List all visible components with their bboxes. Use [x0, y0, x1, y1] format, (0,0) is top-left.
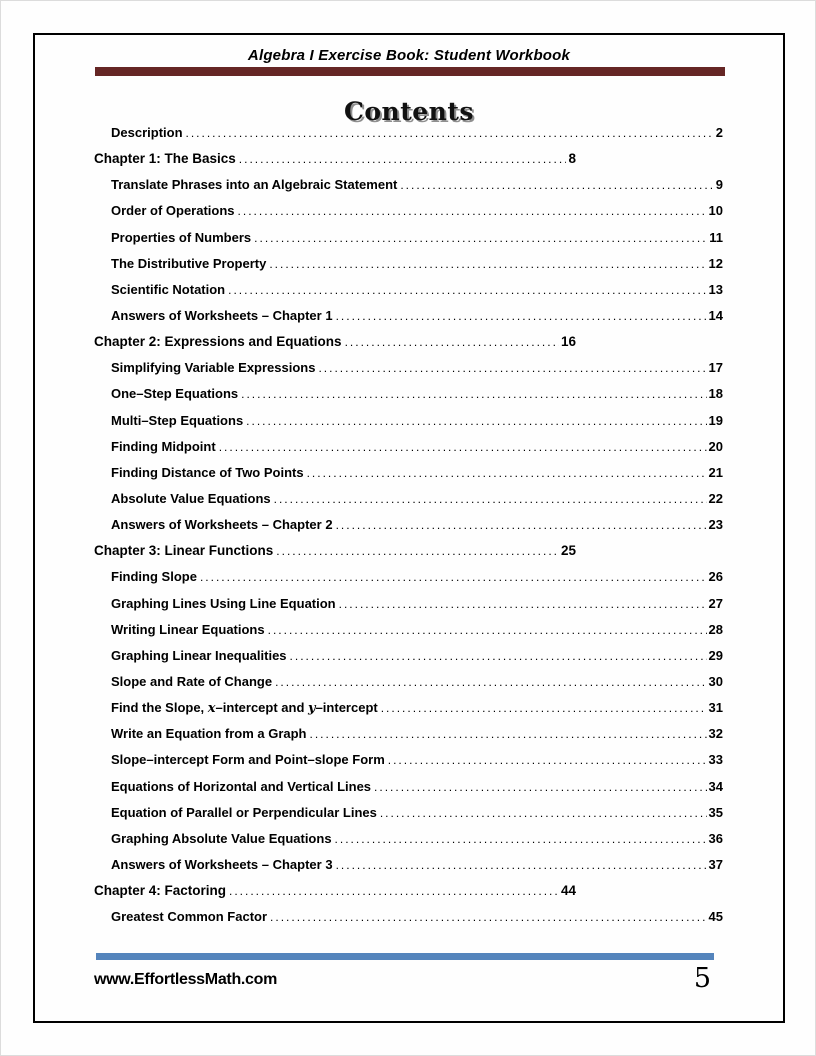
toc-entry[interactable] [94, 752, 723, 778]
toc-entry-label: Answers of Worksheets – Chapter 2 [111, 517, 333, 533]
dot-leader [270, 910, 706, 924]
toc-entry[interactable] [94, 439, 723, 465]
dot-leader [336, 309, 707, 323]
contents-heading: Contents [343, 97, 474, 126]
dot-leader [241, 387, 706, 401]
toc-entry[interactable] [94, 805, 723, 831]
toc-entry-label: Finding Midpoint [111, 438, 216, 454]
dot-leader [238, 204, 707, 218]
toc-entry-label: Finding Slope [111, 569, 197, 585]
toc-entry-page: 10 [708, 203, 723, 219]
toc-entry-page: 18 [708, 386, 723, 402]
dot-leader [374, 780, 706, 794]
toc-entry[interactable] [94, 465, 723, 491]
toc-entry-page: 11 [709, 229, 723, 245]
toc-entry-page: 8 [568, 151, 576, 167]
dot-leader [400, 178, 713, 192]
toc-entry-label: Chapter 4: Factoring [94, 883, 227, 899]
dot-leader [269, 257, 706, 271]
toc-entry-page: 19 [708, 412, 723, 428]
toc-entry-label: Graphing Lines Using Line Equation [111, 595, 336, 611]
dot-leader [310, 727, 707, 741]
toc-entry-label: Chapter 1: The Basics [94, 151, 236, 167]
toc-entry-label: Absolute Value Equations [111, 490, 271, 506]
toc-entry-label: Graphing Absolute Value Equations [111, 830, 332, 846]
toc-entry-label: Chapter 3: Linear Functions [94, 543, 274, 559]
toc-entry-page: 9 [715, 177, 723, 193]
toc-entry-label: Slope–intercept Form and Point–slope Form [111, 752, 385, 768]
toc-entry-page: 27 [708, 595, 723, 611]
table-of-contents [94, 125, 723, 935]
toc-entry-label: Scientific Notation [111, 281, 226, 297]
toc-entry-label: Writing Linear Equations [111, 621, 265, 637]
toc-entry[interactable] [94, 308, 723, 334]
dot-leader [229, 884, 559, 898]
toc-entry-label: Answers of Worksheets – Chapter 1 [111, 307, 333, 323]
toc-entry-page: 36 [708, 830, 723, 846]
toc-entry-page: 29 [708, 647, 723, 663]
toc-entry[interactable] [94, 569, 723, 595]
toc-entry[interactable] [94, 203, 723, 229]
toc-entry-label: Multi–Step Equations [111, 412, 244, 428]
toc-entry-label: Translate Phrases into an Algebraic Statement [111, 177, 398, 193]
page-number: 5 [693, 963, 711, 994]
toc-entry[interactable] [94, 360, 723, 386]
dot-leader [290, 649, 707, 663]
toc-entry-page: 26 [708, 569, 723, 585]
toc-entry-page: 28 [708, 621, 723, 637]
dot-leader [318, 361, 706, 375]
toc-entry[interactable] [94, 256, 723, 282]
toc-entry-page: 23 [708, 517, 723, 533]
toc-entry-label: Answers of Worksheets – Chapter 3 [111, 856, 333, 872]
toc-entry-label: Simplifying Variable Expressions [111, 360, 316, 376]
toc-entry-page: 13 [708, 281, 723, 297]
toc-entry[interactable] [94, 700, 723, 726]
dot-leader [335, 832, 707, 846]
dot-leader [219, 440, 707, 454]
toc-entry[interactable] [94, 491, 723, 517]
toc-entry[interactable] [94, 177, 723, 203]
toc-entry[interactable] [94, 230, 723, 256]
toc-entry[interactable] [94, 413, 723, 439]
toc-entry-label: Greatest Common Factor [111, 909, 268, 925]
toc-entry[interactable] [94, 125, 723, 151]
dot-leader [239, 152, 567, 166]
dot-leader [388, 753, 707, 767]
toc-entry-label: The Distributive Property [111, 255, 267, 271]
toc-entry-page: 35 [708, 804, 723, 820]
toc-entry-label: Write an Equation from a Graph [111, 726, 307, 742]
dot-leader [336, 858, 707, 872]
dot-leader [186, 126, 714, 140]
toc-entry-label: Description [111, 125, 183, 140]
toc-entry[interactable] [94, 857, 723, 883]
toc-entry[interactable] [94, 386, 723, 412]
footer-website-link[interactable]: www.EffortlessMath.com [94, 971, 278, 988]
toc-entry-page: 21 [708, 464, 723, 480]
dot-leader [274, 492, 707, 506]
toc-entry-page: 45 [708, 909, 723, 925]
toc-entry-page: 44 [560, 883, 576, 899]
toc-entry-page: 30 [708, 673, 723, 689]
toc-entry-page: 2 [715, 125, 723, 140]
toc-entry-page: 12 [708, 255, 723, 271]
toc-chapter-entry[interactable] [94, 543, 576, 569]
header-rule [95, 67, 725, 76]
dot-leader [246, 414, 706, 428]
toc-entry-page: 20 [708, 438, 723, 454]
toc-entry-label: Equation of Parallel or Perpendicular Lines [111, 804, 377, 820]
toc-entry-label: Equations of Horizontal and Vertical Lines [111, 778, 372, 794]
toc-entry-page: 25 [560, 543, 576, 559]
toc-entry[interactable] [94, 909, 723, 935]
toc-entry-page: 32 [708, 726, 723, 742]
toc-entry-page: 31 [708, 700, 723, 716]
dot-leader [200, 570, 707, 584]
footer-rule [96, 953, 714, 960]
toc-entry-label: Properties of Numbers [111, 229, 252, 245]
toc-entry-page: 37 [708, 856, 723, 872]
toc-entry[interactable] [94, 622, 723, 648]
toc-entry-page: 16 [560, 334, 576, 350]
toc-entry-label: Order of Operations [111, 203, 235, 219]
toc-entry[interactable] [94, 674, 723, 700]
toc-entry-page: 14 [708, 307, 723, 323]
toc-chapter-entry[interactable] [94, 334, 576, 360]
toc-chapter-entry[interactable] [94, 883, 576, 909]
dot-leader [336, 518, 707, 532]
toc-entry-page: 22 [708, 490, 723, 506]
dot-leader [345, 335, 559, 349]
dot-leader [268, 623, 707, 637]
dot-leader [380, 806, 707, 820]
toc-chapter-entry[interactable] [94, 151, 576, 177]
toc-entry-label: Chapter 2: Expressions and Equations [94, 334, 342, 350]
dot-leader [275, 675, 706, 689]
running-header-title: Algebra I Exercise Book: Student Workbook [247, 47, 571, 64]
toc-entry-label: One–Step Equations [111, 386, 239, 402]
dot-leader [254, 231, 707, 245]
toc-entry-page: 17 [708, 360, 723, 376]
toc-entry[interactable] [94, 648, 723, 674]
dot-leader [228, 283, 706, 297]
toc-entry-page: 33 [708, 752, 723, 768]
toc-entry-label: Finding Distance of Two Points [111, 464, 304, 480]
toc-entry[interactable] [94, 596, 723, 622]
toc-entry-label: Slope and Rate of Change [111, 673, 273, 689]
toc-entry[interactable] [94, 282, 723, 308]
dot-leader [381, 701, 707, 715]
toc-entry[interactable] [94, 779, 723, 805]
toc-entry-label: Find the Slope, x–intercept and y–intercept [111, 700, 378, 717]
toc-entry-label: Graphing Linear Inequalities [111, 647, 287, 663]
dot-leader [276, 544, 559, 558]
toc-entry[interactable] [94, 831, 723, 857]
toc-entry-page: 34 [708, 778, 723, 794]
toc-entry[interactable] [94, 517, 723, 543]
toc-entry[interactable] [94, 726, 723, 752]
dot-leader [339, 597, 707, 611]
dot-leader [307, 466, 707, 480]
